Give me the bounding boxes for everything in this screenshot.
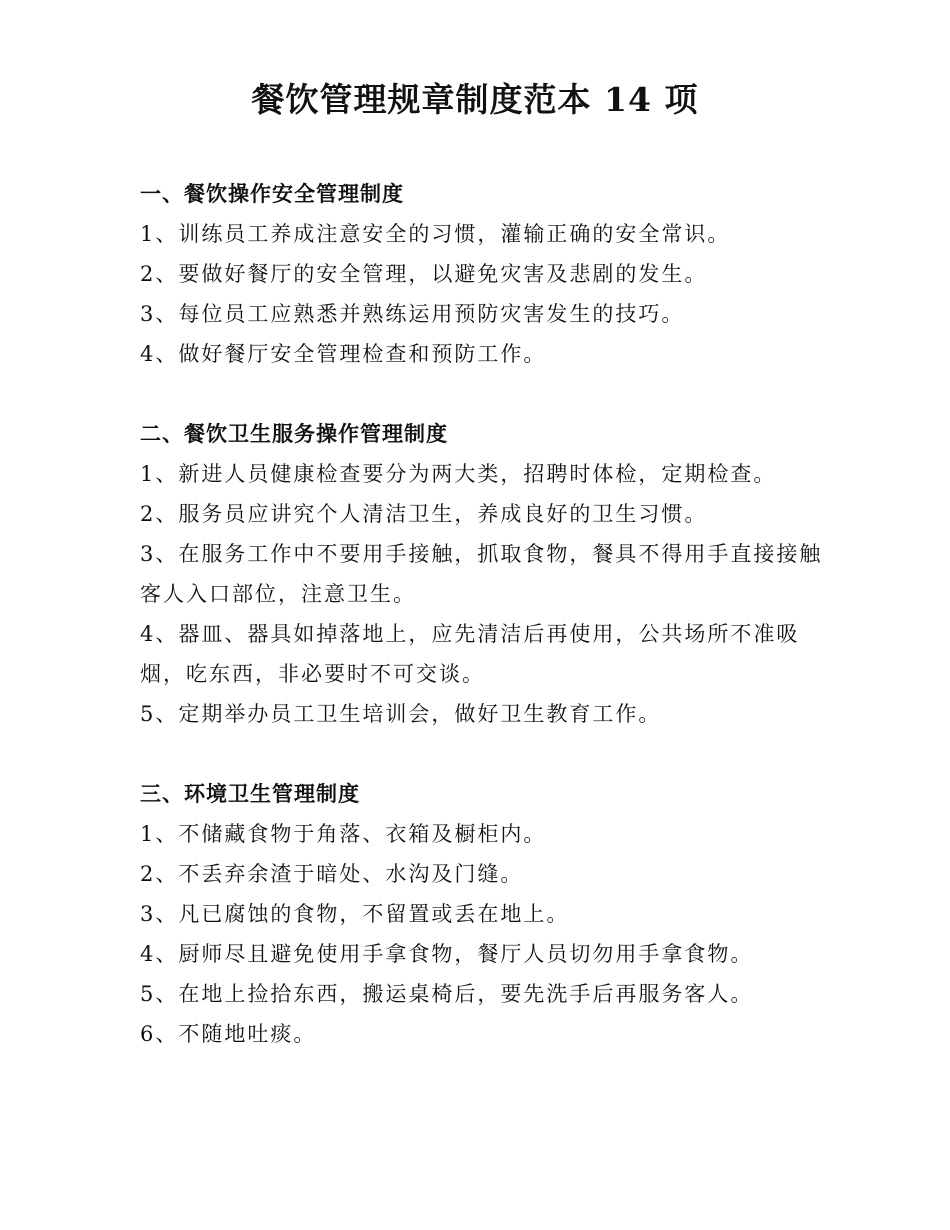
- section-heading: 二、餐饮卫生服务操作管理制度: [140, 421, 448, 446]
- list-item: 4、器皿、器具如掉落地上，应先清洁后再使用，公共场所不准吸烟，吃东西，非必要时不可交谈。: [140, 622, 800, 686]
- list-item: 5、在地上捡拾东西，搬运桌椅后，要先洗手后再服务客人。: [140, 982, 754, 1006]
- list-item: 1、新进人员健康检查要分为两大类，招聘时体检，定期检查。: [140, 462, 777, 486]
- list-item: 1、训练员工养成注意安全的习惯，灌输正确的安全常识。: [140, 222, 731, 246]
- list-item: 3、凡已腐蚀的食物，不留置或丢在地上。: [140, 902, 570, 926]
- list-item: 2、不丢弃余渣于暗处、水沟及门缝。: [140, 862, 524, 886]
- section-environment-hygiene: [140, 774, 840, 1054]
- list-item: 6、不随地吐痰。: [140, 1022, 317, 1046]
- list-item: 3、在服务工作中不要用手接触，抓取食物，餐具不得用手直接接触客人入口部位，注意卫生。: [140, 542, 823, 606]
- list-item: 5、定期举办员工卫生培训会，做好卫生教育工作。: [140, 702, 662, 726]
- section-safety-management: [140, 174, 840, 374]
- section-heading: 三、环境卫生管理制度: [140, 781, 360, 806]
- list-item: 2、服务员应讲究个人清洁卫生，养成良好的卫生习惯。: [140, 502, 708, 526]
- list-item: 1、不储藏食物于角落、衣箱及橱柜内。: [140, 822, 547, 846]
- section-hygiene-service: [140, 414, 840, 734]
- list-item: 4、厨师尽且避免使用手拿食物，餐厅人员切勿用手拿食物。: [140, 942, 754, 966]
- document-body: [140, 174, 840, 1094]
- list-item: 3、每位员工应熟悉并熟练运用预防灾害发生的技巧。: [140, 302, 685, 326]
- list-item: 4、做好餐厅安全管理检查和预防工作。: [140, 342, 547, 366]
- document-title: 餐饮管理规章制度范本 14 项: [251, 80, 699, 119]
- list-item: 2、要做好餐厅的安全管理，以避免灾害及悲剧的发生。: [140, 262, 708, 286]
- section-heading: 一、餐饮操作安全管理制度: [140, 181, 404, 206]
